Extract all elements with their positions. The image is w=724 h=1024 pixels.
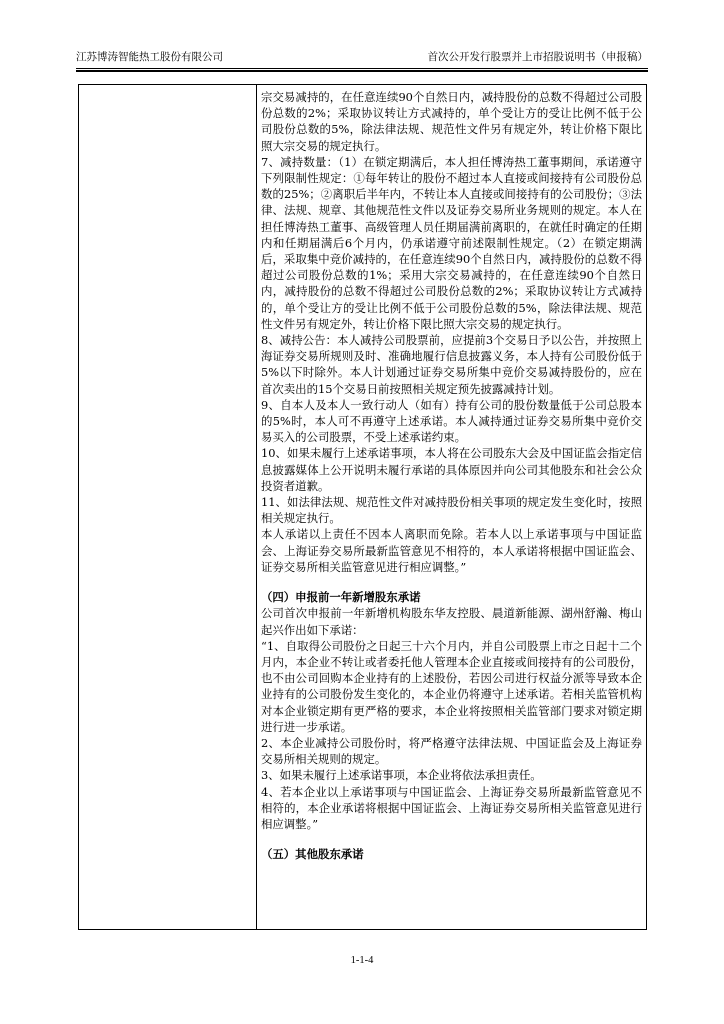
- commitment-table: [78, 84, 647, 930]
- paragraph: 本人承诺以上责任不因本人离职而免除。若本人以上承诺事项与中国证监会、上海证券交易所最新监管意见不相符的，本人承诺将根据中国证监会、证券交易所相关监管意见进行相应调整。”: [261, 527, 642, 574]
- paragraph: 11、如法律法规、规范性文件对减持股份相关事项的规定发生变化时，按照相关规定执行。: [261, 495, 642, 526]
- paragraph: 7、减持数量：（1）在锁定期满后，本人担任博涛热工董事期间，承诺遵守下列限制性规定：①每年转让的股份不超过本人直接或间接持有公司股份总数的25%；②离职后半年内，不转让本人直接或间接持有的公司股份；③法律、法规、规章、其他规范性文件以及证券交易所业务规则的规定。本人在担任博涛热工董事、高级管理人员任期届满前离职的，在就任时确定的任期内和任期届满后6个月内，仍承诺遵守前述限制性规定。（2）在锁定期满后，采取集中竞价减持的，在任意连续90个自然日内，减持股份的总数不得超过公司股份总数的1%；采用大宗交易减持的，在任意连续90个自然日内，减持股份的总数不得超过公司股份总数的2%；采取协议转让方式减持的，单个受让方的受让比例不低于公司股份总数的5%，除法律法规、规范性文件另有规定外，转让价格下限比照大宗交易的规定执行。: [261, 154, 642, 331]
- section-heading: （五）其他股东承诺: [261, 847, 364, 862]
- document-title: 首次公开发行股票并上市招股说明书（申报稿）: [427, 51, 648, 63]
- paragraph: 8、减持公告：本人减持公司股票前，应提前3个交易日予以公告，并按照上海证券交易所规则及时、准确地履行信息披露义务，本人持有公司股份低于5%以下时除外。本人计划通过证券交易所集中竞价交易减持股份的，应在首次卖出的15个交易日前按照相关规定预先披露减持计划。: [261, 333, 642, 396]
- paragraph: 9、自本人及本人一致行动人（如有）持有公司的股份数量低于公司总股本的5%时，本人可不再遵守上述承诺。本人减持通过证券交易所集中竞价交易买入的公司股票，不受上述承诺约束。: [261, 397, 642, 445]
- paragraph: 公司首次申报前一年新增机构股东华友控股、晨道新能源、湖州舒瀚、梅山起兴作出如下承诺：: [261, 606, 642, 637]
- section-heading: （四）申报前一年新增股东承诺: [261, 590, 421, 605]
- table-left-column: [79, 85, 257, 929]
- paragraph: 10、如果未履行上述承诺事项，本人将在公司股东大会及中国证监会指定信息披露媒体上公开说明未履行承诺的具体原因并向公司其他股东和社会公众投资者道歉。: [261, 446, 642, 493]
- paragraph: 3、如果未履行上述承诺事项，本企业将依法承担责任。: [261, 768, 542, 783]
- company-name: 江苏博涛智能热工股份有限公司: [76, 51, 223, 63]
- paragraph: 4、若本企业以上承诺事项与中国证监会、上海证券交易所最新监管意见不相符的，本企业承诺将根据中国证监会、上海证券交易所相关监管意见进行相应调整。”: [261, 784, 642, 831]
- paragraph: “1、自取得公司股份之日起三十六个月内，并自公司股票上市之日起十二个月内，本企业不转让或者委托他人管理本企业直接或间接持有的公司股份，也不由公司回购本企业持有的上述股份，若因公司进行权益分派等导致本企业持有的公司股份发生变化的，本企业仍将遵守上述承诺。若相关监管机构对本企业锁定期有更严格的要求，本企业将按照相关监管部门要求对锁定期进行进一步承诺。: [261, 638, 642, 734]
- page-header: [76, 46, 648, 69]
- page-number: 1-1-4: [350, 955, 374, 966]
- paragraph: 2、本企业减持公司股份时，将严格遵守法律法规、中国证监会及上海证券交易所相关规则的规定。: [261, 735, 642, 767]
- header-rule: [76, 70, 648, 72]
- table-right-column: [257, 85, 646, 929]
- paragraph: 宗交易减持的，在任意连续90个自然日内，减持股份的总数不得超过公司股份总数的2%；采取协议转让方式减持的，单个受让方的受让比例不低于公司股份总数的5%，除法律法规、规范性文件另有规定外，转让价格下限比照大宗交易的规定执行。: [261, 90, 642, 153]
